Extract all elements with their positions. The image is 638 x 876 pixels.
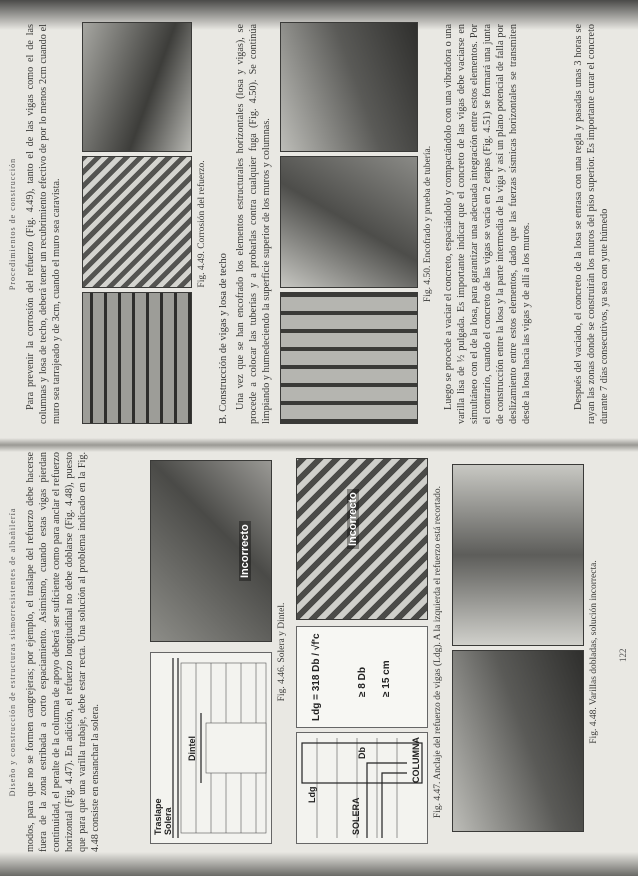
right-paragraph-1: Para prevenir la corrosión del refuerzo (Fig. 4.49), tanto el de las vigas como el de las columnas y losa de techo, deberá tener un recubrimiento efectivo de por lo menos 2cm cuando el muro sea tarrajeado y de 3cm, cuando el muro sea caravista. [25, 24, 62, 424]
fig450-photo-2 [280, 156, 418, 288]
left-page [0, 452, 638, 852]
incorrecto-label-2: Incorrecto [347, 489, 359, 549]
fig448-photo-left [452, 650, 584, 832]
fig446-photo [150, 460, 272, 642]
solera-drawing-label: SOLERA [351, 797, 361, 835]
fig446-caption: Fig. 4.46. Solera y Dintel. [277, 602, 287, 702]
fig449-caption: Fig. 4.49. Corrosión del refuerzo. [197, 160, 207, 288]
fig449-photo-3 [82, 22, 192, 152]
right-paragraph-4: Después del vaciado, el concreto de la losa se enrasa con una regla y pasadas unas 3 horas se rayan las zonas donde se construirán los muros del piso superior. Es importante curar el concreto durante 7 días consecutivos, ya sea con yute húmedo [573, 24, 610, 424]
fig447-caption: Fig. 4.47. Anclaje del refuerzo de vigas (Ldg). A la izquierda el refuerzo está recortado. [433, 485, 443, 819]
section-heading: B. Construcción de vigas y losa de techo [218, 253, 229, 424]
right-paragraph-3: Luego se procede a vaciar el concreto, espaciándolo y compactándolo con una vibradora o una varilla lisa de ½ pulgada. Es importante indicar que el concreto de las vigas debe vaciarse en simultáneo con el de la losa, para garantizar una adecuada integración entre estos elementos. Por el contrario, cuando el concreto de las vigas se vacía en 2 etapas (Fig. 4.51) se formará una junta de construcción entre la losa y la parte intermedia de la viga y así un plano potencial de falla por deslizamiento entre estos elementos, dado que las fuerzas sísmicas horizontales se transmiten desde la losa hacia las vigas y de allí a los muros. [443, 24, 532, 424]
fig447-formula-box [296, 626, 428, 728]
fig449-photo-2 [82, 156, 192, 288]
db-label: Db [357, 747, 367, 759]
left-paragraph: modos, para que no se formen cangrejeras; por ejemplo, el traslape del refuerzo debe hacerse fuera de la zona estribada a corto espaciamiento. Asimismo, cuando estas vigas pierdan continuidad, el peralte de la columna de apoyo deberá ser suficiente como para anclar el refuerzo horizontal (Fig. 4.47). En adición, el refuerzo longitudinal no debe doblarse (Fig. 4.48), puesto que para que una varilla trabaje, debe estar recta. Una solución al problema indicado en la Fig. 4.48 consiste en ensanchar la solera. [25, 452, 101, 852]
ldg-label: Ldg [307, 786, 317, 803]
right-page-header: Procedimientos de construcción [8, 157, 17, 291]
traslape-label: Traslape [153, 798, 163, 835]
ldg-formula: Ldg = 318 Db / √f'c [311, 633, 322, 721]
ldg-condition-1: ≥ 8 Db [357, 667, 368, 697]
dintel-label: Dintel [187, 735, 197, 761]
ldg-condition-2: ≥ 15 cm [381, 660, 392, 697]
fig447-drawing [296, 732, 428, 844]
fig446-drawing [150, 652, 272, 844]
fig449-photo-1 [82, 292, 192, 424]
fig450-photo-3 [280, 22, 418, 152]
solera-label: Solera [163, 807, 173, 835]
fig448-photo-right [452, 464, 584, 646]
left-page-header: Diseño y construcción de estructuras sismorresistentes de albañilería [8, 507, 17, 797]
fig447-photo [296, 458, 428, 620]
columna-label: COLUMNA [411, 737, 421, 783]
fig450-photo-1 [280, 292, 418, 424]
page-number: 122 [618, 648, 628, 662]
incorrecto-label: Incorrecto [239, 521, 251, 581]
fig448-caption: Fig. 4.48. Varillas dobladas, solución incorrecta. [589, 560, 599, 744]
right-page [0, 24, 638, 424]
fig450-caption: Fig. 4.50. Encofrado y prueba de tubería. [423, 145, 433, 303]
right-paragraph-2: Una vez que se han encofrado los elementos estructurales horizontales (losa y vigas), se procede a colocar las tuberías y a probarlas contra cualquier fuga (Fig. 4.50). Se continúa limpiando y humedeciendo la superficie superior de los muros y columnas. [235, 24, 272, 424]
